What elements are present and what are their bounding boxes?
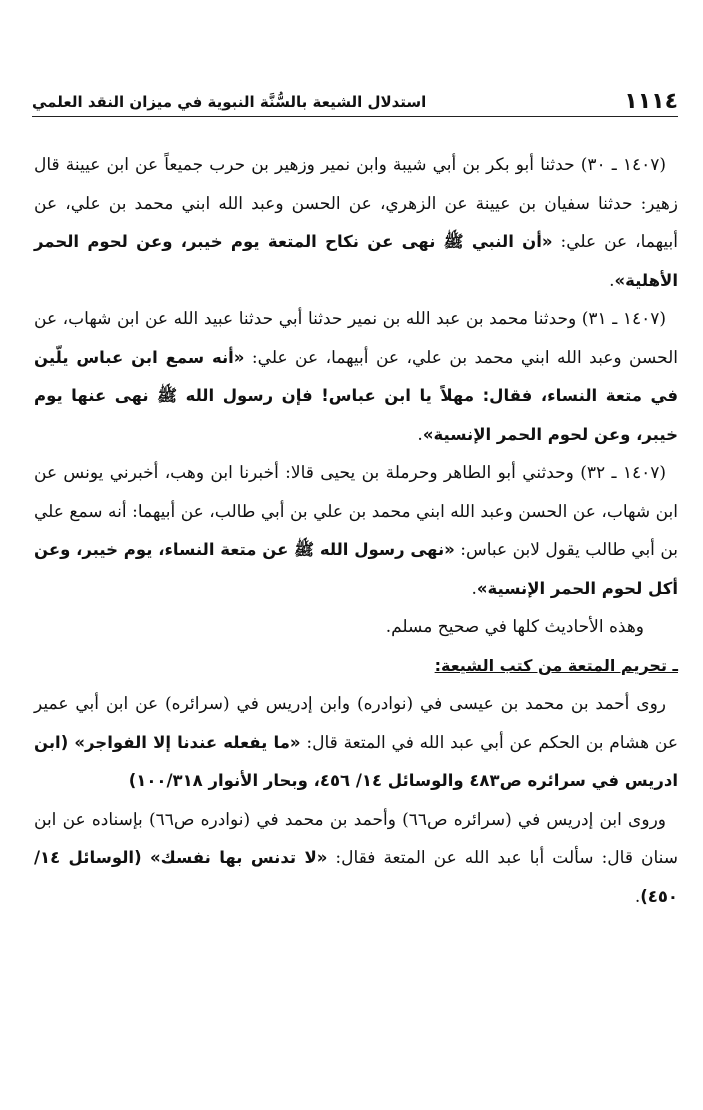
hadith-quote: «أن النبي ﷺ نهى عن نكاح المتعة يوم خيبر، وعن لحوم الحمر الأهلية» — [34, 232, 678, 290]
narration-paragraph — [34, 685, 678, 801]
section-heading: ـ تحريم المتعة من كتب الشيعة: — [434, 655, 678, 675]
summary-paragraph — [34, 608, 678, 647]
hadith-text: (١٤٠٧ ـ ٣١) وحدثنا محمد بن عبد الله بن نمير حدثنا أبي حدثنا عبيد الله عن ابن شهاب، عن الحسن وعبد الله ابني محمد بن علي، عن أبيهما، عن علي: — [34, 309, 678, 368]
punctuation: . — [609, 270, 615, 291]
narration-quote: «لا تدنس بها نفسك» (الوسائل ١٤/ ٤٥٠) — [34, 848, 678, 906]
summary-text: وهذه الأحاديث كلها في صحيح مسلم. — [385, 617, 644, 637]
punctuation: . — [471, 578, 477, 599]
punctuation: . — [634, 886, 641, 907]
hadith-quote: «نهى رسول الله ﷺ عن متعة النساء، يوم خيبر، وعن أكل لحوم الحمر الإنسية» — [34, 540, 678, 598]
punctuation: . — [417, 424, 423, 445]
page-number: ١١١٤ — [624, 89, 678, 114]
hadith-text: (١٤٠٧ ـ ٣٠) حدثنا أبو بكر بن أبي شيبة وابن نمير وزهير بن حرب جميعاً عن ابن عيينة قال زهير: حدثنا سفيان بن عيينة عن الزهري، عن الحسن وعبد الله ابني محمد بن علي، عن أبيهما، عن علي: — [34, 155, 678, 252]
narration-text: روى أحمد بن محمد بن عيسى في (نوادره) وابن إدريس في (سرائره) عن ابن أبي عمير عن هشام بن الحكم عن أبي عبد الله في المتعة قال: — [34, 694, 678, 753]
page-body — [34, 146, 678, 916]
hadith-quote: «أنه سمع ابن عباس يلّين في متعة النساء، فقال: مهلاً يا ابن عباس! فإن رسول الله ﷺ نهى عنها يوم خيبر، وعن لحوم الحمر الإنسية» — [34, 347, 678, 444]
running-title: استدلال الشيعة بالسُّنَّة النبوية في ميزان النقد العلمي — [32, 93, 427, 111]
narration-quote: «ما يفعله عندنا إلا الفواجر» (ابن ادريس في سرائره ص٤٨٣ والوسائل ١٤/ ٤٥٦، وبحار الأنوار ١٠٠/٣١٨) — [34, 732, 678, 790]
narration-paragraph — [34, 801, 678, 917]
page-header — [32, 86, 678, 117]
hadith-paragraph — [34, 146, 678, 300]
hadith-text: (١٤٠٧ ـ ٣٢) وحدثني أبو الطاهر وحرملة بن يحيى قالا: أخبرنا ابن وهب، أخبرني يونس عن ابن شهاب، عن الحسن وعبد الله ابني محمد بن علي بن أبي طالب، عن أبيهما: أنه سمع علي بن أبي طالب يقول لابن عباس: — [34, 463, 678, 560]
hadith-paragraph — [34, 300, 678, 454]
hadith-paragraph — [34, 454, 678, 608]
narration-text: وروى ابن إدريس في (سرائره ص٦٦) وأحمد بن محمد في (نوادره ص٦٦) بإسناده عن ابن سنان قال: سألت أبا عبد الله عن المتعة فقال: — [34, 809, 679, 868]
